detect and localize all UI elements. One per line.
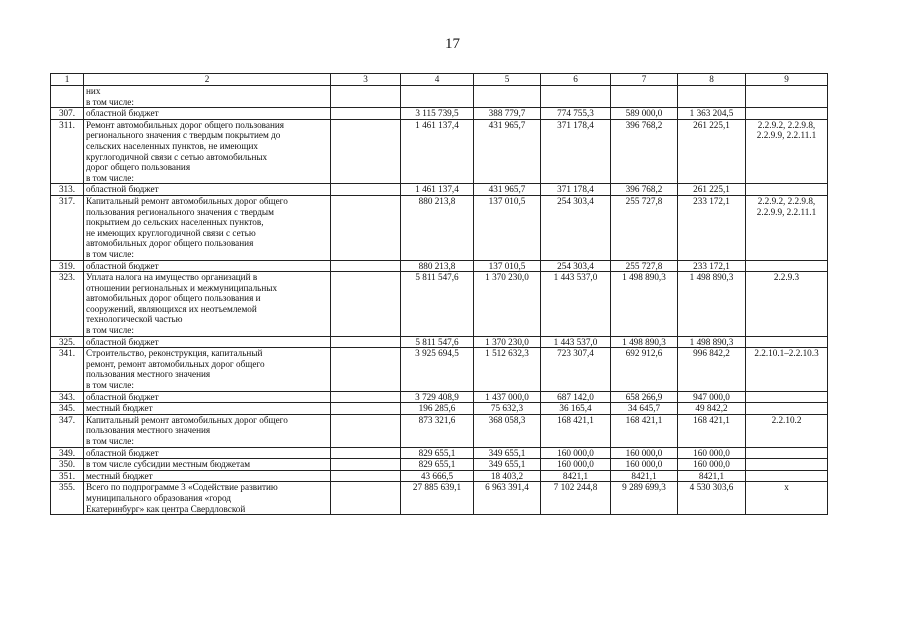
- cell-c8: 1 498 890,3: [678, 272, 746, 337]
- row-name-line: Капитальный ремонт автомобильных дорог общего: [86, 195, 288, 206]
- cell-c6: 254 303,4: [541, 195, 611, 260]
- row-name-line: в том числе:: [86, 172, 134, 183]
- cell-c7: 168 421,1: [611, 414, 678, 447]
- cell-c3: [331, 391, 401, 403]
- cell-c6: 1 443 537,0: [541, 272, 611, 337]
- budget-table: [50, 73, 828, 515]
- cell-c4: 3 925 694,5: [401, 348, 474, 391]
- cell-c7: 255 727,8: [611, 260, 678, 272]
- row-number: 323.: [51, 272, 84, 337]
- cell-c7: 34 645,7: [611, 403, 678, 415]
- cell-c3: [331, 195, 401, 260]
- row-name-line: областной бюджет: [86, 391, 159, 402]
- row-name: [84, 86, 331, 108]
- cell-c6: [541, 86, 611, 108]
- table-body: [51, 86, 828, 515]
- cell-c3: [331, 86, 401, 108]
- row-number: 313.: [51, 184, 84, 196]
- cell-target-reference: [746, 108, 828, 120]
- row-name-line: Уплата налога на имущество организаций в: [86, 272, 258, 283]
- cell-c4: 829 655,1: [401, 459, 474, 471]
- cell-c8: 160 000,0: [678, 459, 746, 471]
- row-name: [84, 447, 331, 459]
- cell-c3: [331, 403, 401, 415]
- row-name: [84, 119, 331, 184]
- cell-c3: [331, 482, 401, 515]
- row-name-line: Всего по подпрограмме 3 «Содействие развитию: [86, 482, 278, 493]
- row-name-line: сооружений, являющихся их неотъемлемой: [86, 303, 257, 314]
- cell-c7: 396 768,2: [611, 119, 678, 184]
- cell-c4: 43 666,5: [401, 470, 474, 482]
- row-name-line: круглогодичной связи с сетью автомобильных: [86, 151, 268, 162]
- row-name-line: Строительство, реконструкция, капитальный: [86, 348, 263, 359]
- table-row: [51, 459, 828, 471]
- row-name-line: местный бюджет: [86, 470, 153, 481]
- cell-c8: 168 421,1: [678, 414, 746, 447]
- page-number: 17: [445, 36, 460, 52]
- cell-c6: 1 443 537,0: [541, 336, 611, 348]
- row-name: [84, 459, 331, 471]
- cell-c4: 5 811 547,6: [401, 272, 474, 337]
- row-number: 350.: [51, 459, 84, 471]
- row-name: [84, 336, 331, 348]
- cell-c6: 160 000,0: [541, 447, 611, 459]
- row-name-line: областной бюджет: [86, 260, 159, 271]
- table-row: [51, 119, 828, 184]
- cell-c3: [331, 447, 401, 459]
- row-name-line: в том числе:: [86, 96, 134, 107]
- cell-target-reference: [746, 336, 828, 348]
- cell-target-reference: 2.2.9.3: [746, 272, 828, 337]
- row-name-line: пользования местного значения: [86, 425, 211, 436]
- row-number: [51, 86, 84, 108]
- row-name-line: Ремонт автомобильных дорог общего пользования: [86, 119, 285, 130]
- row-name: [84, 403, 331, 415]
- table-row: [51, 272, 828, 337]
- row-name-line: автомобильных дорог общего пользования и: [86, 293, 261, 304]
- row-name-line: в том числе субсидии местным бюджетам: [86, 459, 251, 470]
- row-name-line: не имеющих круглогодичной связи с сетью: [86, 227, 256, 238]
- table-row: [51, 195, 828, 260]
- cell-c7: 692 912,6: [611, 348, 678, 391]
- cell-c5: 1 370 230,0: [474, 272, 541, 337]
- cell-c4: 829 655,1: [401, 447, 474, 459]
- cell-c8: 1 363 204,5: [678, 108, 746, 120]
- cell-c5: 137 010,5: [474, 195, 541, 260]
- column-header-1: 1: [51, 74, 84, 86]
- cell-c5: 431 965,7: [474, 184, 541, 196]
- row-name: [84, 260, 331, 272]
- cell-c4: 1 461 137,4: [401, 184, 474, 196]
- row-number: 311.: [51, 119, 84, 184]
- cell-c5: 388 779,7: [474, 108, 541, 120]
- column-header-8: 8: [678, 74, 746, 86]
- table-row: [51, 447, 828, 459]
- column-header-2: 2: [84, 74, 331, 86]
- cell-c8: 4 530 303,6: [678, 482, 746, 515]
- cell-c8: 996 842,2: [678, 348, 746, 391]
- column-header-6: 6: [541, 74, 611, 86]
- row-name-line: отношении региональных и межмуниципальных: [86, 282, 278, 293]
- row-name-line: дорог общего пользования: [86, 162, 191, 173]
- row-name: [84, 348, 331, 391]
- column-header-5: 5: [474, 74, 541, 86]
- cell-c5: 349 655,1: [474, 459, 541, 471]
- cell-target-reference: [746, 403, 828, 415]
- row-name-line: технологической частью: [86, 314, 183, 325]
- table-row: [51, 260, 828, 272]
- row-number: 355.: [51, 482, 84, 515]
- cell-c4: 27 885 639,1: [401, 482, 474, 515]
- row-name-line: муниципального образования «город: [86, 492, 231, 503]
- cell-c6: 168 421,1: [541, 414, 611, 447]
- table-row: [51, 470, 828, 482]
- cell-c7: 589 000,0: [611, 108, 678, 120]
- cell-c6: 723 307,4: [541, 348, 611, 391]
- cell-c8: 49 842,2: [678, 403, 746, 415]
- column-header-9: 9: [746, 74, 828, 86]
- row-name: [84, 108, 331, 120]
- cell-c5: [474, 86, 541, 108]
- cell-c3: [331, 119, 401, 184]
- table-row: [51, 184, 828, 196]
- row-name-line: автомобильных дорог общего пользования: [86, 238, 254, 249]
- row-number: 319.: [51, 260, 84, 272]
- cell-c7: 255 727,8: [611, 195, 678, 260]
- cell-c5: 349 655,1: [474, 447, 541, 459]
- row-number: 325.: [51, 336, 84, 348]
- cell-target-reference: x: [746, 482, 828, 515]
- row-name-line: сельских населенных пунктов, не имеющих: [86, 140, 258, 151]
- cell-c4: 5 811 547,6: [401, 336, 474, 348]
- cell-c4: 880 213,8: [401, 260, 474, 272]
- cell-c6: 371 178,4: [541, 184, 611, 196]
- row-name-line: в том числе:: [86, 436, 134, 446]
- cell-c6: 687 142,0: [541, 391, 611, 403]
- cell-target-reference: [746, 391, 828, 403]
- cell-c5: 1 370 230,0: [474, 336, 541, 348]
- row-name-line: них: [86, 86, 101, 96]
- cell-c7: 8421,1: [611, 470, 678, 482]
- cell-c8: 947 000,0: [678, 391, 746, 403]
- row-number: 349.: [51, 447, 84, 459]
- cell-c5: 1 512 632,3: [474, 348, 541, 391]
- cell-c7: 1 498 890,3: [611, 336, 678, 348]
- cell-c7: [611, 86, 678, 108]
- cell-target-reference: 2.2.9.2, 2.2.9.8, 2.2.9.9, 2.2.11.1: [746, 195, 828, 260]
- table-row: [51, 482, 828, 515]
- row-name-line: в том числе:: [86, 325, 134, 336]
- row-number: 345.: [51, 403, 84, 415]
- cell-c6: 8421,1: [541, 470, 611, 482]
- row-name: [84, 414, 331, 447]
- cell-c8: 261 225,1: [678, 184, 746, 196]
- cell-c8: 1 498 890,3: [678, 336, 746, 348]
- row-name-line: областной бюджет: [86, 336, 159, 347]
- row-name-line: пользования местного значения: [86, 369, 211, 380]
- cell-c4: [401, 86, 474, 108]
- row-name-line: в том числе:: [86, 248, 134, 259]
- cell-target-reference: 2.2.10.2: [746, 414, 828, 447]
- cell-c7: 9 289 699,3: [611, 482, 678, 515]
- cell-c3: [331, 470, 401, 482]
- cell-c4: 880 213,8: [401, 195, 474, 260]
- row-name: [84, 482, 331, 515]
- cell-c3: [331, 336, 401, 348]
- table-row: [51, 108, 828, 120]
- row-name-line: в том числе:: [86, 380, 134, 391]
- row-name-line: регионального значения с твердым покрытием до: [86, 130, 281, 141]
- table-header-row: [51, 74, 828, 86]
- cell-target-reference: [746, 447, 828, 459]
- row-name-line: покрытием до сельских населенных пунктов,: [86, 217, 264, 228]
- column-header-3: 3: [331, 74, 401, 86]
- row-name-line: Екатеринбург» как центра Свердловской: [86, 503, 246, 514]
- row-number: 307.: [51, 108, 84, 120]
- cell-c6: 160 000,0: [541, 459, 611, 471]
- column-header-4: 4: [401, 74, 474, 86]
- cell-c3: [331, 260, 401, 272]
- cell-c5: 6 963 391,4: [474, 482, 541, 515]
- row-number: 317.: [51, 195, 84, 260]
- table-row: [51, 336, 828, 348]
- cell-c3: [331, 184, 401, 196]
- cell-c3: [331, 414, 401, 447]
- cell-c6: 371 178,4: [541, 119, 611, 184]
- cell-target-reference: [746, 459, 828, 471]
- cell-target-reference: [746, 86, 828, 108]
- cell-c7: 658 266,9: [611, 391, 678, 403]
- cell-target-reference: 2.2.10.1–2.2.10.3: [746, 348, 828, 391]
- cell-c4: 3 729 408,9: [401, 391, 474, 403]
- cell-c6: 7 102 244,8: [541, 482, 611, 515]
- cell-target-reference: 2.2.9.2, 2.2.9.8, 2.2.9.9, 2.2.11.1: [746, 119, 828, 184]
- cell-c8: 160 000,0: [678, 447, 746, 459]
- cell-c5: 368 058,3: [474, 414, 541, 447]
- cell-c3: [331, 348, 401, 391]
- table-row: [51, 391, 828, 403]
- cell-target-reference: [746, 184, 828, 196]
- cell-target-reference: [746, 470, 828, 482]
- row-name-line: областной бюджет: [86, 447, 159, 458]
- cell-c5: 137 010,5: [474, 260, 541, 272]
- row-name: [84, 470, 331, 482]
- row-name-line: Капитальный ремонт автомобильных дорог общего: [86, 414, 288, 425]
- row-name-line: местный бюджет: [86, 403, 153, 414]
- cell-c8: [678, 86, 746, 108]
- cell-c7: 160 000,0: [611, 459, 678, 471]
- cell-c4: 3 115 739,5: [401, 108, 474, 120]
- cell-c4: 1 461 137,4: [401, 119, 474, 184]
- cell-c6: 36 165,4: [541, 403, 611, 415]
- cell-c7: 160 000,0: [611, 447, 678, 459]
- cell-c4: 196 285,6: [401, 403, 474, 415]
- table-row: [51, 414, 828, 447]
- cell-c5: 18 403,2: [474, 470, 541, 482]
- cell-c5: 75 632,3: [474, 403, 541, 415]
- row-name-line: ремонт, ремонт автомобильных дорог общего: [86, 358, 265, 369]
- cell-c7: 1 498 890,3: [611, 272, 678, 337]
- cell-c8: 233 172,1: [678, 195, 746, 260]
- row-number: 343.: [51, 391, 84, 403]
- row-name: [84, 391, 331, 403]
- cell-c4: 873 321,6: [401, 414, 474, 447]
- row-name-line: пользования регионального значения с твердым: [86, 206, 274, 217]
- column-header-7: 7: [611, 74, 678, 86]
- cell-target-reference: [746, 260, 828, 272]
- cell-c7: 396 768,2: [611, 184, 678, 196]
- cell-c8: 233 172,1: [678, 260, 746, 272]
- table-row: [51, 403, 828, 415]
- cell-c3: [331, 459, 401, 471]
- table-row: [51, 348, 828, 391]
- row-number: 341.: [51, 348, 84, 391]
- cell-c5: 431 965,7: [474, 119, 541, 184]
- row-name: [84, 195, 331, 260]
- cell-c8: 8421,1: [678, 470, 746, 482]
- row-number: 347.: [51, 414, 84, 447]
- cell-c6: 254 303,4: [541, 260, 611, 272]
- table-row: [51, 86, 828, 108]
- cell-c3: [331, 272, 401, 337]
- row-name: [84, 272, 331, 337]
- row-name-line: областной бюджет: [86, 184, 159, 195]
- cell-c6: 774 755,3: [541, 108, 611, 120]
- row-name: [84, 184, 331, 196]
- cell-c3: [331, 108, 401, 120]
- row-number: 351.: [51, 470, 84, 482]
- cell-c8: 261 225,1: [678, 119, 746, 184]
- cell-c5: 1 437 000,0: [474, 391, 541, 403]
- row-name-line: областной бюджет: [86, 108, 159, 119]
